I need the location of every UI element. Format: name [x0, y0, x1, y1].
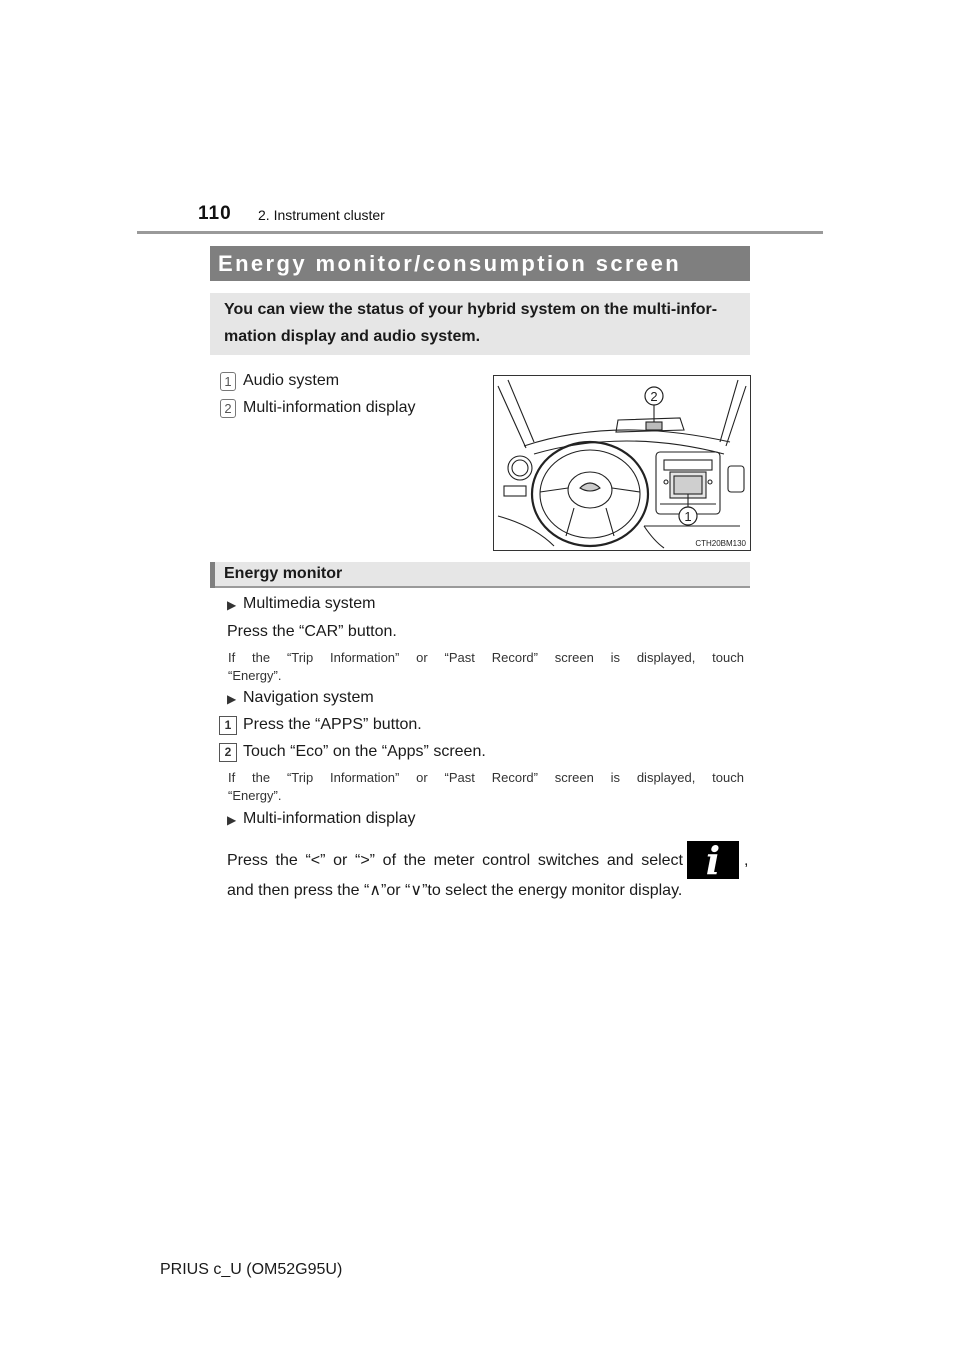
multimedia-instruction: Press the “CAR” button.: [227, 623, 397, 640]
subheading-energy-monitor: Energy monitor: [224, 565, 343, 582]
dashboard-illustration: [493, 375, 751, 551]
page-title: Energy monitor/consumption screen: [218, 251, 682, 276]
subheading-accent: [210, 562, 215, 588]
navigation-note-line-1: If the “Trip Information” or “Past Record” screen is displayed, touch: [228, 770, 744, 785]
callout-label-audio-system: Audio system: [243, 372, 340, 389]
mid-line-1: Press the “<” or “>” of the meter control switches and select: [227, 852, 683, 869]
figure-marker-2: [645, 387, 663, 405]
page-number: 110: [198, 203, 232, 224]
callout-number-1: 1: [220, 372, 236, 391]
triangle-right-icon: ▶: [227, 692, 237, 706]
figure-marker-1: [679, 507, 697, 525]
title-band: [210, 246, 750, 281]
callout-number-2: 2: [220, 399, 236, 418]
callout-label-multi-information-display: Multi-information display: [243, 399, 416, 416]
footer-model-code: PRIUS c_U (OM52G95U): [160, 1261, 343, 1278]
subheading-bar: [210, 562, 750, 588]
multimedia-note-line-2: “Energy”.: [228, 668, 282, 683]
step-number-2: 2: [219, 743, 237, 762]
intro-box: [210, 293, 750, 355]
navigation-heading: Navigation system: [243, 689, 374, 706]
svg-text:2: 2: [650, 389, 658, 404]
info-i-icon: i: [687, 841, 739, 879]
step-2-text: Touch “Eco” on the “Apps” screen.: [243, 743, 486, 760]
section-title: 2. Instrument cluster: [258, 207, 385, 223]
mid-heading: Multi-information display: [243, 810, 416, 827]
header-rule: [137, 231, 823, 234]
mid-line-1-comma: ,: [744, 852, 749, 869]
intro-line-1: You can view the status of your hybrid system on the multi-infor-: [224, 301, 718, 318]
navigation-note-line-2: “Energy”.: [228, 788, 282, 803]
triangle-right-icon: ▶: [227, 598, 237, 612]
triangle-right-icon: ▶: [227, 813, 237, 827]
step-1-text: Press the “APPS” button.: [243, 716, 422, 733]
mid-line-2: and then press the “∧”or “∨”to select the energy monitor display.: [227, 882, 683, 899]
step-number-1: 1: [219, 716, 237, 735]
multimedia-note-line-1: If the “Trip Information” or “Past Record” screen is displayed, touch: [228, 650, 744, 665]
multimedia-heading: Multimedia system: [243, 595, 376, 612]
svg-text:1: 1: [684, 509, 692, 524]
dashboard-drawing: [494, 376, 750, 550]
intro-line-2: mation display and audio system.: [224, 328, 481, 345]
figure-code: CTH20BM130: [695, 539, 746, 548]
